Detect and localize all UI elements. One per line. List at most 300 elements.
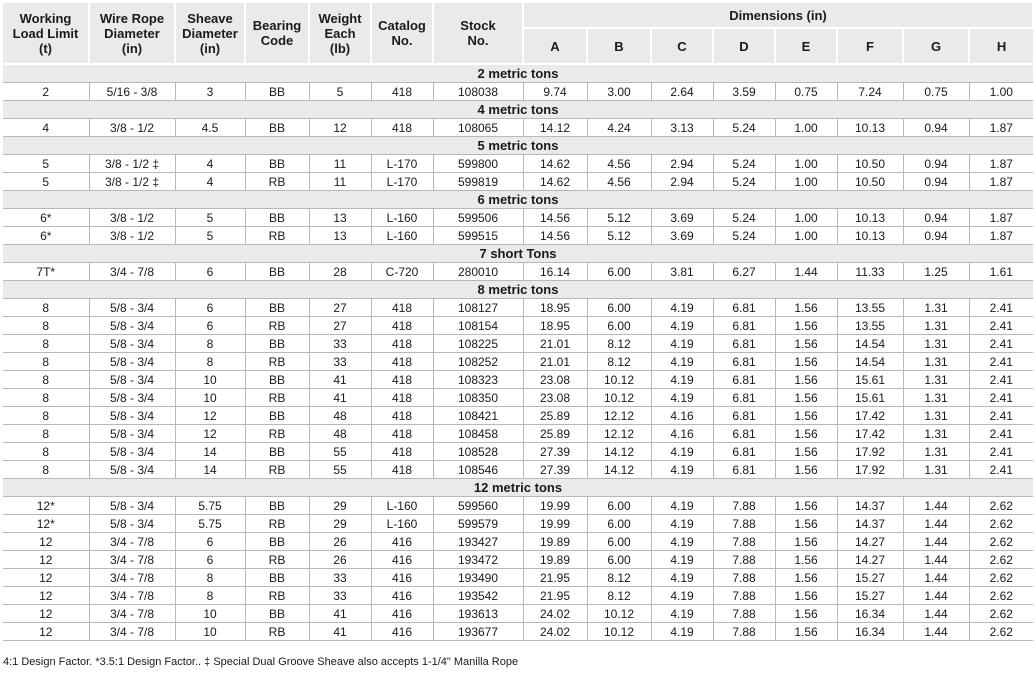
section-row (3, 137, 1033, 155)
table-cell: 8 (175, 587, 245, 605)
table-cell: 12 (3, 551, 89, 569)
table-cell: 12* (3, 515, 89, 533)
table-cell: 8.12 (587, 353, 651, 371)
table-cell: 7.88 (713, 587, 775, 605)
table-cell: 48 (309, 407, 371, 425)
table-cell: 27 (309, 299, 371, 317)
table-cell: 418 (371, 317, 433, 335)
table-cell: BB (245, 443, 309, 461)
table-cell: RB (245, 425, 309, 443)
table-cell: 14.27 (837, 533, 903, 551)
table-cell: 6 (175, 533, 245, 551)
table-cell: 3/4 - 7/8 (89, 533, 175, 551)
table-cell: RB (245, 461, 309, 479)
table-cell: 15.27 (837, 569, 903, 587)
table-cell: 12 (3, 605, 89, 623)
table-cell: 6 (175, 317, 245, 335)
table-cell: 1.31 (903, 425, 969, 443)
table-row (3, 551, 1033, 569)
table-header (3, 3, 1033, 64)
table-cell: 1.44 (775, 263, 837, 281)
table-cell: 1.00 (775, 173, 837, 191)
table-cell: 193427 (433, 533, 523, 551)
table-cell: 2.62 (969, 605, 1033, 623)
table-cell: 5 (309, 83, 371, 101)
table-cell: 3.69 (651, 227, 713, 245)
table-cell: 12.12 (587, 407, 651, 425)
table-cell: 12* (3, 497, 89, 515)
table-cell: 8 (3, 371, 89, 389)
section-title: 5 metric tons (3, 137, 1033, 155)
table-cell: 4.19 (651, 497, 713, 515)
table-row (3, 533, 1033, 551)
table-cell: 108350 (433, 389, 523, 407)
table-cell: 12 (3, 533, 89, 551)
table-cell: 1.44 (903, 587, 969, 605)
table-cell: 10 (175, 371, 245, 389)
table-body (3, 64, 1033, 641)
table-cell: 5.75 (175, 497, 245, 515)
table-cell: 6.00 (587, 299, 651, 317)
table-cell: 5 (3, 173, 89, 191)
table-cell: 8 (3, 443, 89, 461)
table-row (3, 155, 1033, 173)
table-cell: 5.24 (713, 173, 775, 191)
table-cell: 7.88 (713, 497, 775, 515)
table-cell: 4.19 (651, 623, 713, 641)
table-cell: 0.94 (903, 227, 969, 245)
table-cell: 416 (371, 533, 433, 551)
table-cell: 7.88 (713, 623, 775, 641)
table-cell: 13 (309, 209, 371, 227)
table-cell: 5/8 - 3/4 (89, 443, 175, 461)
table-cell: 21.01 (523, 353, 587, 371)
table-cell: 41 (309, 389, 371, 407)
table-cell: 4.19 (651, 443, 713, 461)
table-cell: 4.16 (651, 407, 713, 425)
table-row (3, 623, 1033, 641)
table-cell: 1.31 (903, 335, 969, 353)
table-cell: 3.59 (713, 83, 775, 101)
table-cell: 1.44 (903, 605, 969, 623)
table-cell: 5 (3, 155, 89, 173)
table-cell: 19.89 (523, 533, 587, 551)
header-dim-c: C (651, 28, 713, 64)
table-cell: 7.88 (713, 551, 775, 569)
table-row (3, 119, 1033, 137)
table-cell: 1.56 (775, 461, 837, 479)
table-cell: BB (245, 299, 309, 317)
table-cell: 10 (175, 605, 245, 623)
table-cell: 12 (175, 407, 245, 425)
table-cell: 193677 (433, 623, 523, 641)
table-cell: 48 (309, 425, 371, 443)
table-cell: 5 (175, 227, 245, 245)
table-cell: 25.89 (523, 425, 587, 443)
table-cell: 1.31 (903, 371, 969, 389)
table-cell: 418 (371, 335, 433, 353)
table-cell: 3/8 - 1/2 ‡ (89, 173, 175, 191)
table-cell: 0.75 (775, 83, 837, 101)
table-cell: 108528 (433, 443, 523, 461)
table-cell: 21.95 (523, 587, 587, 605)
section-title: 4 metric tons (3, 101, 1033, 119)
table-cell: 1.31 (903, 317, 969, 335)
table-cell: 8 (3, 389, 89, 407)
table-cell: 2.62 (969, 623, 1033, 641)
table-cell: 6 (175, 299, 245, 317)
table-cell: 29 (309, 497, 371, 515)
table-cell: 3/8 - 1/2 ‡ (89, 155, 175, 173)
table-cell: 5/8 - 3/4 (89, 407, 175, 425)
table-cell: 3.00 (587, 83, 651, 101)
table-cell: 1.31 (903, 461, 969, 479)
table-row (3, 353, 1033, 371)
table-cell: 14.27 (837, 551, 903, 569)
table-cell: 2.41 (969, 353, 1033, 371)
table-cell: 10.13 (837, 227, 903, 245)
table-cell: 8.12 (587, 335, 651, 353)
table-cell: 16.34 (837, 623, 903, 641)
table-cell: 416 (371, 587, 433, 605)
table-cell: 27.39 (523, 443, 587, 461)
table-cell: 6.00 (587, 497, 651, 515)
table-row (3, 83, 1033, 101)
header-dim-a: A (523, 28, 587, 64)
table-cell: 4.19 (651, 299, 713, 317)
header-dim-d: D (713, 28, 775, 64)
section-row (3, 245, 1033, 263)
table-cell: 1.56 (775, 389, 837, 407)
table-cell: 6.81 (713, 371, 775, 389)
table-cell: 33 (309, 353, 371, 371)
table-cell: 10.50 (837, 155, 903, 173)
table-cell: 108458 (433, 425, 523, 443)
table-cell: 416 (371, 605, 433, 623)
table-cell: BB (245, 569, 309, 587)
table-cell: 1.44 (903, 533, 969, 551)
table-cell: 10.12 (587, 605, 651, 623)
table-cell: 8 (3, 425, 89, 443)
table-cell: 1.56 (775, 317, 837, 335)
table-cell: 14 (175, 461, 245, 479)
table-cell: 5/8 - 3/4 (89, 317, 175, 335)
table-cell: 10.12 (587, 623, 651, 641)
table-cell: 14.37 (837, 497, 903, 515)
table-cell: 3/4 - 7/8 (89, 569, 175, 587)
table-cell: 29 (309, 515, 371, 533)
table-cell: 12.12 (587, 425, 651, 443)
table-cell: 418 (371, 389, 433, 407)
table-cell: 1.56 (775, 407, 837, 425)
table-cell: 2.62 (969, 515, 1033, 533)
table-cell: 7.88 (713, 605, 775, 623)
table-cell: 15.61 (837, 371, 903, 389)
table-cell: BB (245, 335, 309, 353)
table-cell: 280010 (433, 263, 523, 281)
table-cell: 4.19 (651, 371, 713, 389)
table-cell: BB (245, 263, 309, 281)
table-cell: 14.62 (523, 155, 587, 173)
table-cell: RB (245, 317, 309, 335)
table-cell: 3.81 (651, 263, 713, 281)
table-cell: 18.95 (523, 299, 587, 317)
table-row (3, 425, 1033, 443)
table-cell: 8.12 (587, 587, 651, 605)
table-cell: 0.94 (903, 119, 969, 137)
table-cell: 14.62 (523, 173, 587, 191)
table-cell: 2.62 (969, 569, 1033, 587)
table-cell: 10.13 (837, 119, 903, 137)
table-cell: 16.14 (523, 263, 587, 281)
table-cell: 1.56 (775, 299, 837, 317)
table-cell: 2.62 (969, 587, 1033, 605)
table-cell: 599579 (433, 515, 523, 533)
table-cell: 8 (3, 335, 89, 353)
table-cell: 10.12 (587, 389, 651, 407)
footnote: 4:1 Design Factor. *3.5:1 Design Factor.. ‡ Special Dual Groove Sheave also accepts 1-1/4" Manilla Rope (3, 656, 519, 668)
table-cell: 418 (371, 299, 433, 317)
table-cell: 27 (309, 317, 371, 335)
table-cell: 4 (175, 155, 245, 173)
table-cell: 8.12 (587, 569, 651, 587)
table-cell: 3/4 - 7/8 (89, 623, 175, 641)
table-cell: 5 (175, 209, 245, 227)
section-title: 7 short Tons (3, 245, 1033, 263)
table-row (3, 587, 1033, 605)
table-cell: 2.41 (969, 299, 1033, 317)
table-cell: 6.81 (713, 443, 775, 461)
table-cell: 3 (175, 83, 245, 101)
table-cell: 19.99 (523, 497, 587, 515)
table-cell: 418 (371, 407, 433, 425)
table-cell: 3.69 (651, 209, 713, 227)
table-cell: 108252 (433, 353, 523, 371)
table-cell: 2.94 (651, 173, 713, 191)
table-cell: 1.61 (969, 263, 1033, 281)
table-cell: 17.42 (837, 425, 903, 443)
table-cell: 1.56 (775, 587, 837, 605)
table-cell: 1.00 (775, 209, 837, 227)
table-cell: 6.00 (587, 263, 651, 281)
table-cell: 1.56 (775, 551, 837, 569)
section-title: 12 metric tons (3, 479, 1033, 497)
table-cell: 5/8 - 3/4 (89, 497, 175, 515)
table-cell: 1.44 (903, 515, 969, 533)
table-cell: 14.12 (587, 443, 651, 461)
table-cell: 5/8 - 3/4 (89, 461, 175, 479)
table-cell: 3/8 - 1/2 (89, 119, 175, 137)
table-cell: RB (245, 515, 309, 533)
header-weight-each: Weight Each (lb) (309, 3, 371, 64)
table-cell: 3/4 - 7/8 (89, 551, 175, 569)
table-cell: 6.81 (713, 389, 775, 407)
table-cell: 17.92 (837, 443, 903, 461)
table-cell: 14.56 (523, 227, 587, 245)
table-cell: 2.41 (969, 335, 1033, 353)
table-cell: BB (245, 533, 309, 551)
table-cell: 4.16 (651, 425, 713, 443)
header-stock-no: Stock No. (433, 3, 523, 64)
table-cell: 2.41 (969, 425, 1033, 443)
table-cell: 1.00 (775, 227, 837, 245)
table-cell: 5.12 (587, 227, 651, 245)
table-row (3, 317, 1033, 335)
table-cell: 108225 (433, 335, 523, 353)
table-cell: 1.56 (775, 497, 837, 515)
table-cell: 1.87 (969, 173, 1033, 191)
table-cell: 4.24 (587, 119, 651, 137)
table-cell: 1.56 (775, 533, 837, 551)
table-row (3, 605, 1033, 623)
table-cell: 28 (309, 263, 371, 281)
table-cell: 23.08 (523, 389, 587, 407)
table-cell: 7.24 (837, 83, 903, 101)
header-dim-h: H (969, 28, 1033, 64)
table-cell: 108421 (433, 407, 523, 425)
table-cell: 5/8 - 3/4 (89, 353, 175, 371)
table-cell: 23.08 (523, 371, 587, 389)
table-cell: 7T* (3, 263, 89, 281)
table-cell: 4.56 (587, 173, 651, 191)
table-cell: 5.24 (713, 209, 775, 227)
table-cell: 1.31 (903, 443, 969, 461)
table-cell: 26 (309, 551, 371, 569)
table-cell: BB (245, 155, 309, 173)
table-cell: 418 (371, 461, 433, 479)
table-cell: 14.54 (837, 335, 903, 353)
table-cell: 5/16 - 3/8 (89, 83, 175, 101)
table-cell: 193542 (433, 587, 523, 605)
table-cell: 13.55 (837, 317, 903, 335)
table-cell: 6.81 (713, 425, 775, 443)
table-cell: 8 (175, 335, 245, 353)
table-cell: 2.62 (969, 551, 1033, 569)
table-cell: L-170 (371, 173, 433, 191)
table-cell: 599506 (433, 209, 523, 227)
table-cell: 418 (371, 425, 433, 443)
table-cell: 14.56 (523, 209, 587, 227)
table-cell: 41 (309, 371, 371, 389)
table-cell: BB (245, 209, 309, 227)
header-working-load-limit: Working Load Limit (t) (3, 3, 89, 64)
spec-table-container (3, 3, 1033, 641)
table-cell: 3/4 - 7/8 (89, 587, 175, 605)
header-bearing-code: Bearing Code (245, 3, 309, 64)
table-cell: 3/4 - 7/8 (89, 263, 175, 281)
table-cell: 2.41 (969, 389, 1033, 407)
table-cell: 10.50 (837, 173, 903, 191)
table-cell: 1.31 (903, 389, 969, 407)
table-cell: 21.95 (523, 569, 587, 587)
header-catalog-no: Catalog No. (371, 3, 433, 64)
table-cell: 18.95 (523, 317, 587, 335)
table-cell: 1.31 (903, 353, 969, 371)
table-cell: 5/8 - 3/4 (89, 515, 175, 533)
table-cell: BB (245, 407, 309, 425)
table-cell: 15.27 (837, 587, 903, 605)
table-cell: 11 (309, 173, 371, 191)
table-cell: 1.44 (903, 623, 969, 641)
header-dim-e: E (775, 28, 837, 64)
table-cell: 55 (309, 461, 371, 479)
table-cell: 24.02 (523, 623, 587, 641)
table-cell: 4.19 (651, 515, 713, 533)
table-cell: 2.62 (969, 497, 1033, 515)
table-cell: 21.01 (523, 335, 587, 353)
table-row (3, 299, 1033, 317)
table-row (3, 209, 1033, 227)
table-cell: L-160 (371, 497, 433, 515)
table-cell: 3/4 - 7/8 (89, 605, 175, 623)
table-cell: 19.89 (523, 551, 587, 569)
table-cell: RB (245, 227, 309, 245)
table-cell: 108154 (433, 317, 523, 335)
table-cell: 6.00 (587, 551, 651, 569)
header-dimensions: Dimensions (in) (523, 3, 1033, 28)
table-cell: 2.41 (969, 443, 1033, 461)
table-cell: 6.81 (713, 299, 775, 317)
table-cell: BB (245, 605, 309, 623)
sheave-block-spec-table (3, 3, 1034, 641)
table-cell: 14 (175, 443, 245, 461)
table-cell: 108546 (433, 461, 523, 479)
table-cell: 1.25 (903, 263, 969, 281)
table-cell: 10.12 (587, 371, 651, 389)
table-cell: 4.19 (651, 569, 713, 587)
table-cell: 55 (309, 443, 371, 461)
table-row (3, 263, 1033, 281)
table-cell: 3/8 - 1/2 (89, 227, 175, 245)
table-cell: 0.94 (903, 173, 969, 191)
table-row (3, 497, 1033, 515)
table-cell: 1.44 (903, 497, 969, 515)
table-cell: 599819 (433, 173, 523, 191)
table-cell: 2.64 (651, 83, 713, 101)
table-cell: 1.56 (775, 605, 837, 623)
table-cell: 4.19 (651, 335, 713, 353)
table-cell: 2 (3, 83, 89, 101)
table-cell: 1.56 (775, 443, 837, 461)
table-cell: 24.02 (523, 605, 587, 623)
table-row (3, 335, 1033, 353)
table-cell: 4.19 (651, 389, 713, 407)
table-cell: 418 (371, 119, 433, 137)
table-cell: 6.81 (713, 461, 775, 479)
table-cell: 5.75 (175, 515, 245, 533)
table-cell: 4.19 (651, 353, 713, 371)
table-cell: 12 (3, 569, 89, 587)
table-cell: 10 (175, 389, 245, 407)
table-cell: 6.00 (587, 317, 651, 335)
table-cell: 1.44 (903, 569, 969, 587)
table-cell: RB (245, 173, 309, 191)
table-cell: L-170 (371, 155, 433, 173)
table-cell: 599515 (433, 227, 523, 245)
table-cell: 33 (309, 569, 371, 587)
table-cell: 27.39 (523, 461, 587, 479)
table-cell: 8 (175, 569, 245, 587)
table-cell: 4 (3, 119, 89, 137)
table-cell: 599560 (433, 497, 523, 515)
table-cell: 1.00 (775, 119, 837, 137)
table-cell: 7.88 (713, 533, 775, 551)
table-cell: 14.12 (523, 119, 587, 137)
table-cell: 599800 (433, 155, 523, 173)
table-cell: 3/8 - 1/2 (89, 209, 175, 227)
table-cell: 33 (309, 335, 371, 353)
table-cell: 4.19 (651, 587, 713, 605)
